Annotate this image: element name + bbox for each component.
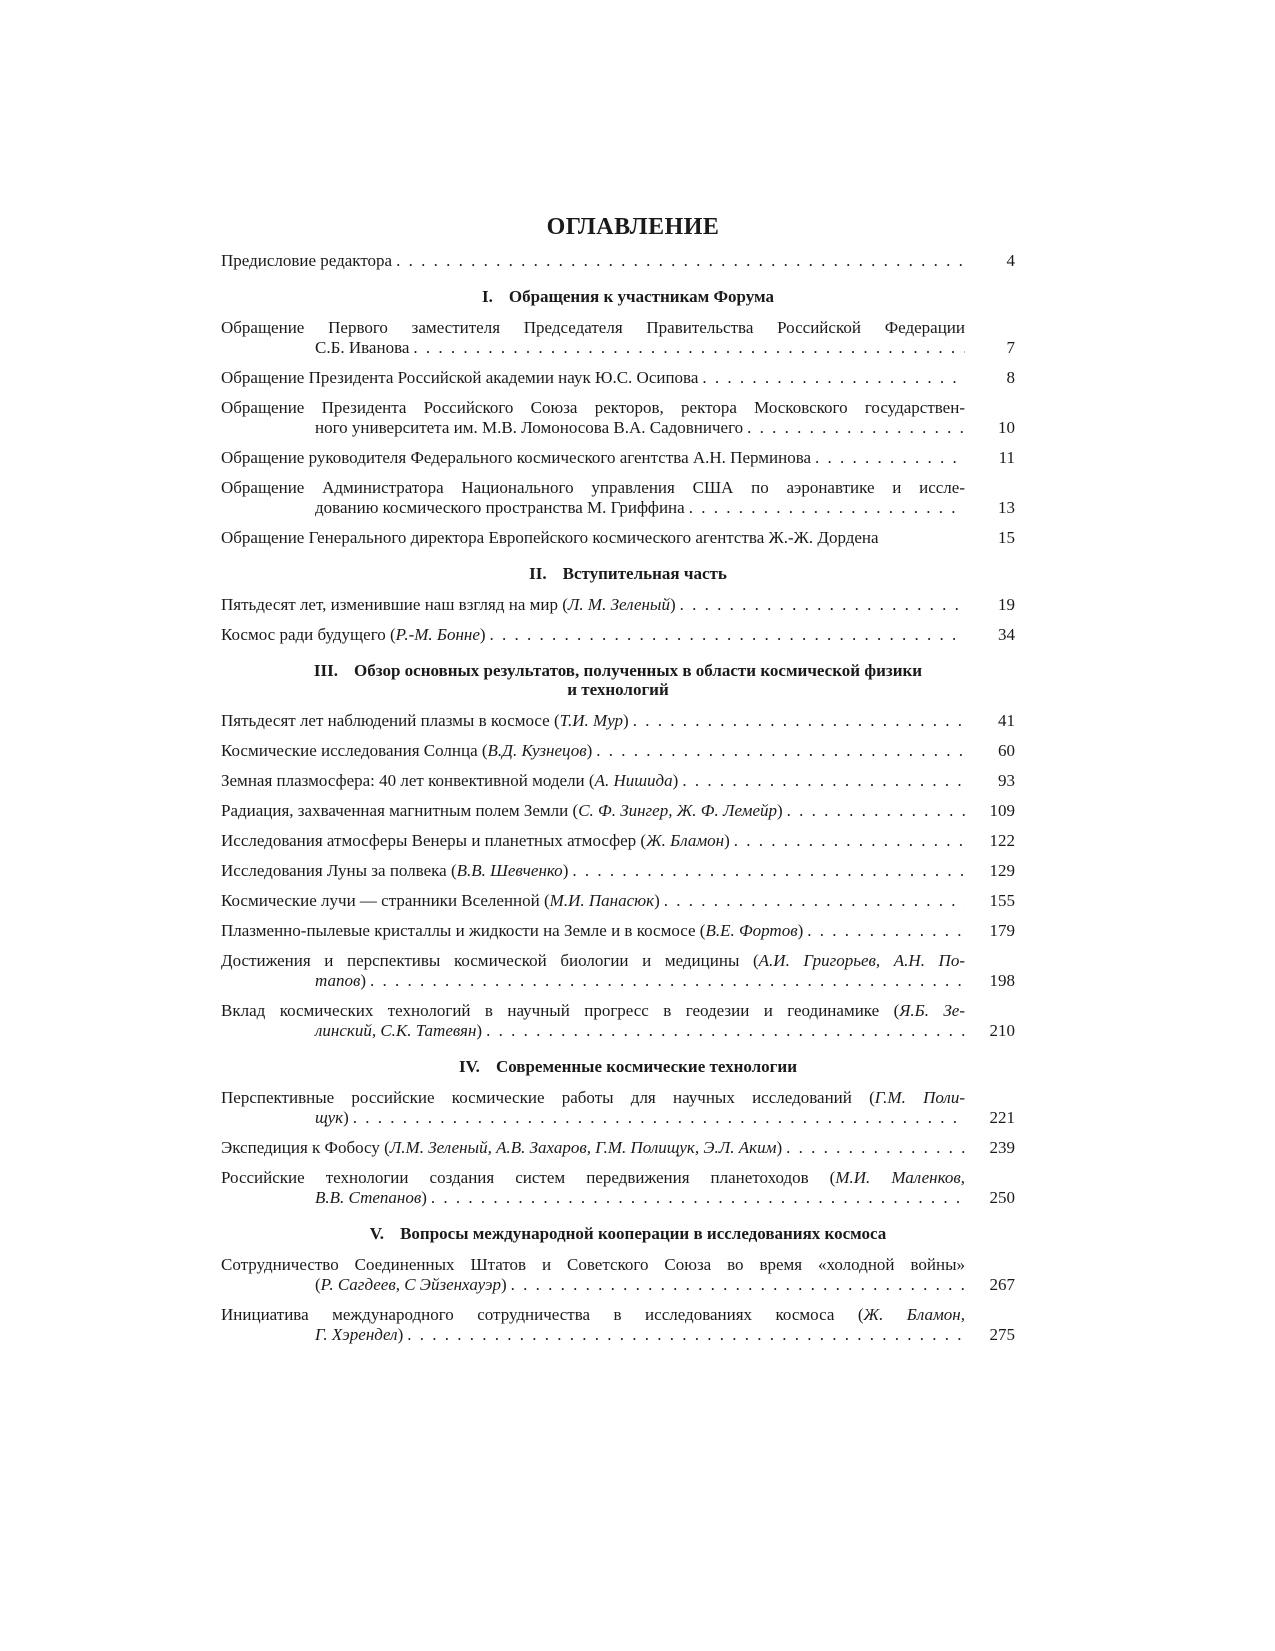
toc-entry-line — [221, 1001, 965, 1021]
toc-entry-text: Космические лучи — странники Вселенной ( — [221, 891, 550, 910]
toc-page-number: 8 — [1006, 368, 1015, 387]
toc-page-number: 250 — [989, 1188, 1015, 1207]
toc-entry-text: Обращение Президента Российской академии наук Ю.С. Осипова — [221, 368, 699, 387]
toc-page-number: 122 — [989, 831, 1015, 850]
toc-entry-line — [221, 1088, 965, 1108]
section-number: III. — [313, 661, 338, 680]
toc-page-number: 179 — [989, 921, 1015, 940]
dot-leader — [629, 711, 965, 731]
toc-entry-text: Исследования Луны за полвека ( — [221, 861, 457, 880]
toc-entry-line — [221, 398, 965, 418]
toc-entry-author: тапов — [315, 971, 361, 990]
section-title: Вступительная часть — [562, 564, 727, 583]
toc-entry-line — [221, 478, 965, 498]
toc-entry-text: ) — [776, 1138, 783, 1157]
toc-page-number: 239 — [989, 1138, 1015, 1157]
toc-entry[interactable] — [221, 1255, 1015, 1295]
toc-entry[interactable] — [221, 801, 1015, 821]
toc-entry-author: М.И. Маленков, — [835, 1168, 966, 1187]
toc-entry-line — [221, 1275, 965, 1295]
toc-entry-preface[interactable] — [221, 251, 1015, 271]
dot-leader — [507, 1275, 965, 1295]
toc-entry[interactable] — [221, 1168, 1015, 1208]
dot-leader — [698, 368, 965, 388]
toc-entry-text: ) — [476, 1021, 483, 1040]
section-title-continued: и технологий — [567, 680, 669, 699]
section-title: Обзор основных результатов, полученных в области космической физики — [353, 661, 923, 680]
toc-entry-text: Радиация, захваченная магнитным полем Земли ( — [221, 801, 579, 820]
toc-entry[interactable] — [221, 861, 1015, 881]
toc-entry-text: дованию космического пространства М. Гриффина — [315, 498, 685, 517]
toc-entry-text: С.Б. Иванова — [315, 338, 410, 357]
toc-entry-text: Космос ради будущего ( — [221, 625, 396, 644]
toc-entry-text: Обращение Президента Российского Союза ректоров, ректора Московского государствен- — [221, 398, 965, 417]
toc-page-number: 109 — [989, 801, 1015, 820]
toc-entry[interactable] — [221, 831, 1015, 851]
toc-entry-text: Инициатива международного сотрудничества в исследованиях космоса ( — [221, 1305, 864, 1324]
toc-entry-text: Пятьдесят лет, изменившие наш взгляд на мир ( — [221, 595, 568, 614]
toc-entry-author: Г.М. Поли- — [874, 1088, 966, 1107]
toc-entry-text: Обращение Генерального директора Европейского космического агентства Ж.-Ж. Дордена — [221, 528, 879, 547]
toc-entry[interactable] — [221, 891, 1015, 911]
section-number: II. — [529, 564, 547, 583]
toc-entry-line — [221, 1188, 965, 1208]
toc-entry[interactable] — [221, 448, 1015, 468]
toc-entry[interactable] — [221, 921, 1015, 941]
toc-entry-author: В.В. Шевченко — [456, 861, 563, 880]
toc-page-number: 11 — [998, 448, 1015, 467]
toc-page-number: 267 — [989, 1275, 1015, 1294]
section-title: Обращения к участникам Форума — [508, 287, 775, 306]
dot-leader — [392, 251, 965, 271]
toc-entry-text: ) — [654, 891, 660, 910]
toc-entry-author: щук — [315, 1108, 344, 1127]
section-number: IV. — [458, 1057, 480, 1076]
toc-entry[interactable] — [221, 478, 1015, 518]
toc-entry-line — [221, 418, 965, 438]
toc-entry-text: ) — [397, 1325, 404, 1344]
toc-entry-line — [221, 338, 965, 358]
toc-page-number: 19 — [998, 595, 1015, 614]
section-heading — [221, 1057, 1015, 1076]
dot-leader — [482, 1021, 965, 1041]
toc-entry-line — [221, 1021, 965, 1041]
toc-page-number: 221 — [989, 1108, 1015, 1127]
toc-page-number: 13 — [998, 498, 1015, 517]
toc-entry-author: Р. Сагдеев, С Эйзенхауэр — [320, 1275, 501, 1294]
toc-entry-text: ) — [360, 971, 367, 990]
toc-entry-author: А.И. Григорьев, А.Н. По- — [758, 951, 965, 970]
toc-entry-line — [221, 318, 965, 338]
toc-entry[interactable] — [221, 1305, 1015, 1345]
toc-entry-text: Вклад космических технологий в научный прогресс в геодезии и геодинамике ( — [221, 1001, 900, 1020]
dot-leader — [409, 338, 965, 358]
toc-entry[interactable] — [221, 398, 1015, 438]
toc-entry-text: Достижения и перспективы космической биологии и медицины ( — [221, 951, 759, 970]
toc-entry-author: Ж. Бламон, — [863, 1305, 965, 1324]
dot-leader — [366, 971, 965, 991]
toc-entry-text: ) — [623, 711, 629, 730]
toc-entry-text: ) — [343, 1108, 349, 1127]
toc-entry-text: ) — [777, 801, 783, 820]
toc-entry-line — [221, 1305, 965, 1325]
toc-page-number: 155 — [989, 891, 1015, 910]
toc-page-number: 210 — [989, 1021, 1015, 1040]
toc-entry-text: ) — [586, 741, 593, 760]
toc-entry-text: Перспективные российские космические работы для научных исследований ( — [221, 1088, 875, 1107]
toc-entry-text: ного университета им. М.В. Ломоносова В.А. Садовничего — [315, 418, 744, 437]
toc-entry-text: Обращение Первого заместителя Председателя Правительства Российской Федерации — [221, 318, 965, 337]
toc-page-number: 4 — [1006, 251, 1015, 270]
toc-entry-text: ) — [672, 771, 679, 790]
toc-entry-text: ) — [500, 1275, 507, 1294]
toc-entry-text: ) — [421, 1188, 427, 1207]
toc-entry-author: Ж. Бламон — [646, 831, 725, 850]
table-of-contents — [221, 214, 1015, 1355]
toc-entry[interactable] — [221, 1001, 1015, 1041]
toc-entry[interactable] — [221, 1088, 1015, 1128]
section-heading — [221, 1224, 1015, 1243]
toc-entry[interactable] — [221, 368, 1015, 388]
toc-entry-text: Российские технологии создания систем передвижения планетоходов ( — [221, 1168, 836, 1187]
section-heading — [221, 661, 1015, 699]
toc-page-number: 60 — [998, 741, 1015, 760]
toc-page-number: 93 — [998, 771, 1015, 790]
toc-entry-text: Обращение руководителя Федерального космического агентства А.Н. Перминова — [221, 448, 812, 467]
toc-entry-text: ) — [479, 625, 486, 644]
toc-entry-line — [221, 1255, 965, 1275]
toc-entry-author: Л. М. Зеленый — [567, 595, 670, 614]
dot-leader — [568, 861, 965, 881]
toc-page-number: 275 — [989, 1325, 1015, 1344]
toc-entry-line — [221, 1108, 965, 1128]
section-heading — [221, 287, 1015, 306]
section-title: Вопросы международной кооперации в исследованиях космоса — [400, 1224, 887, 1243]
toc-page-number: 15 — [998, 528, 1015, 547]
section-number: I. — [481, 287, 493, 306]
toc-entry-author: Л.М. Зеленый, А.В. Захаров, Г.М. Полищук, Э.Л. Аким — [389, 1138, 777, 1157]
toc-entry-author: Г. Хэрендел — [315, 1325, 398, 1344]
toc-entry-line — [221, 1325, 965, 1345]
toc-entry-line — [221, 498, 965, 518]
toc-entry[interactable] — [221, 771, 1015, 791]
section-title: Современные космические технологии — [495, 1057, 797, 1076]
toc-entry-text: ( — [315, 1275, 321, 1294]
section-heading — [221, 564, 1015, 583]
toc-entry-author: В.Д. Кузнецов — [487, 741, 587, 760]
toc-entry-text: Предисловие редактора — [221, 251, 393, 270]
dot-leader — [660, 891, 965, 911]
toc-page-number: 41 — [998, 711, 1015, 730]
toc-entry-text: ) — [724, 831, 730, 850]
dot-leader — [782, 1138, 965, 1158]
toc-entry[interactable] — [221, 595, 1015, 615]
toc-entry-line — [221, 951, 965, 971]
section-number: V. — [369, 1224, 385, 1243]
toc-entry-author: линский, С.К. Татевян — [315, 1021, 477, 1040]
toc-entry[interactable] — [221, 741, 1015, 761]
toc-entry-text: ) — [562, 861, 569, 880]
page-title: ОГЛАВЛЕНИЕ — [546, 214, 720, 240]
dot-leader — [811, 448, 965, 468]
toc-page-number: 10 — [998, 418, 1015, 437]
toc-entry[interactable] — [221, 625, 1015, 645]
toc-entry-text: ) — [797, 921, 804, 940]
toc-entry-author: Р.-М. Бонне — [395, 625, 480, 644]
toc-entry-text: Сотрудничество Соединенных Штатов и Советского Союза во время «холодной войны» — [221, 1255, 965, 1274]
toc-entry-line — [221, 1168, 965, 1188]
dot-leader — [783, 801, 965, 821]
toc-entry[interactable] — [221, 1138, 1015, 1158]
toc-page-number: 7 — [1006, 338, 1015, 357]
toc-entry-author: В.Е. Фортов — [705, 921, 798, 940]
toc-entry-author: М.И. Панасюк — [549, 891, 655, 910]
dot-leader — [403, 1325, 965, 1345]
dot-leader — [676, 595, 965, 615]
toc-entry-author: С. Ф. Зингер, Ж. Ф. Лемейр — [578, 801, 777, 820]
dot-leader — [685, 498, 965, 518]
dot-leader — [743, 418, 965, 438]
toc-entry-text: Земная плазмосфера: 40 лет конвективной модели ( — [221, 771, 595, 790]
dot-leader — [592, 741, 965, 761]
toc-entry[interactable] — [221, 318, 1015, 358]
toc-entry[interactable] — [221, 711, 1015, 731]
toc-entry-author: А. Нишида — [594, 771, 673, 790]
dot-leader — [427, 1188, 965, 1208]
toc-entry-author: В.В. Степанов — [315, 1188, 422, 1207]
toc-entry-text: Исследования атмосферы Венеры и планетных атмосфер ( — [221, 831, 647, 850]
toc-entry-text: ) — [669, 595, 676, 614]
dot-leader — [803, 921, 965, 941]
toc-entry-text: Пятьдесят лет наблюдений плазмы в космосе ( — [221, 711, 560, 730]
toc-entry-text: Экспедиция к Фобосу ( — [221, 1138, 390, 1157]
toc-page-number: 129 — [989, 861, 1015, 880]
toc-page-number: 34 — [998, 625, 1015, 644]
toc-entry-author: Т.И. Мур — [559, 711, 624, 730]
dot-leader — [730, 831, 965, 851]
toc-entry-text: Обращение Администратора Национального управления США по аэронавтике и иссле- — [221, 478, 965, 497]
toc-entry[interactable] — [221, 951, 1015, 991]
dot-leader — [349, 1108, 965, 1128]
toc-entry-line — [221, 971, 965, 991]
toc-entry-text: Плазменно-пылевые кристаллы и жидкости на Земле и в космосе ( — [221, 921, 706, 940]
toc-page-number: 198 — [989, 971, 1015, 990]
toc-entry-author: Я.Б. Зе- — [899, 1001, 965, 1020]
dot-leader — [486, 625, 965, 645]
toc-entry-text: Космические исследования Солнца ( — [221, 741, 488, 760]
toc-entry[interactable] — [221, 528, 1015, 548]
dot-leader — [678, 771, 965, 791]
